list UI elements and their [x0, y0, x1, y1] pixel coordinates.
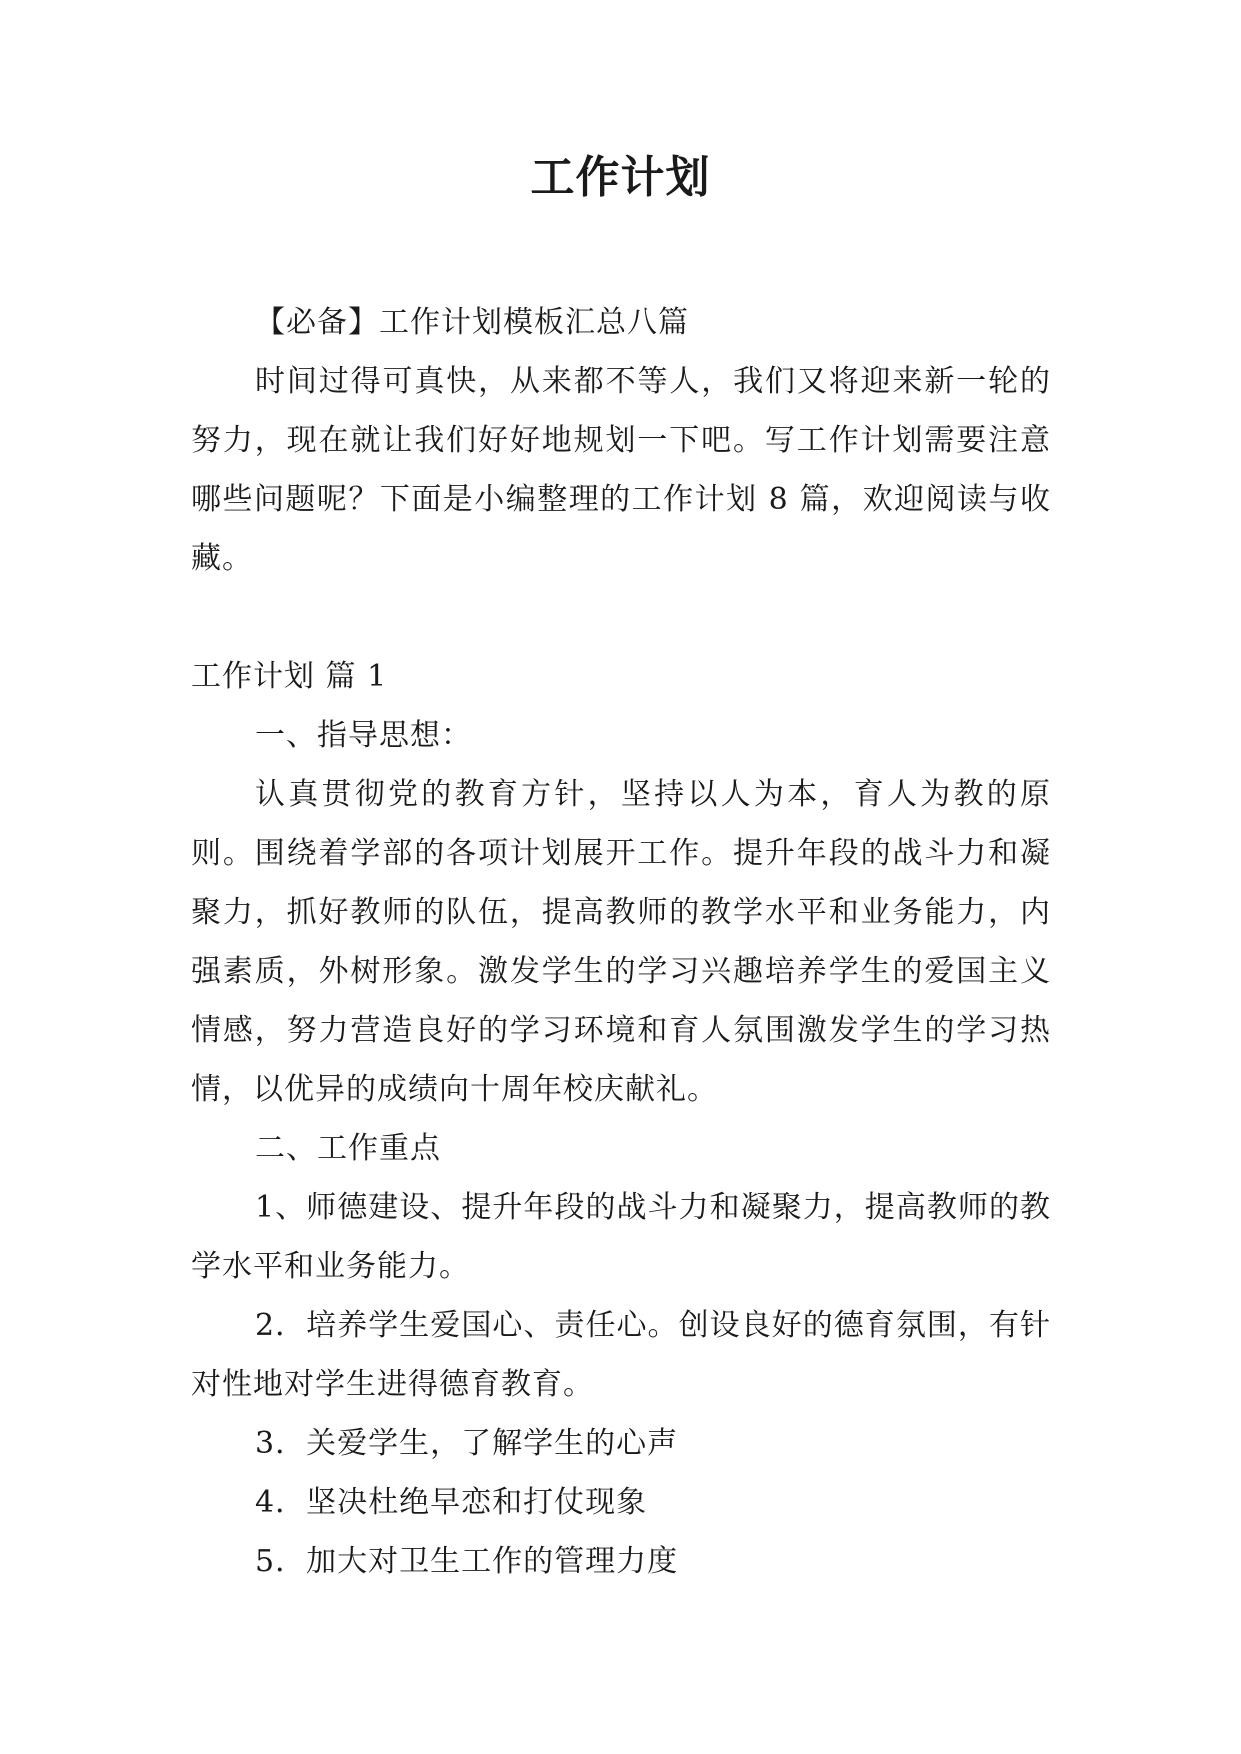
- document-body: [191, 293, 1051, 1591]
- paragraph: 二、工作重点: [255, 1131, 441, 1166]
- list-item: 4．坚决杜绝早恋和打仗现象: [255, 1485, 648, 1520]
- list-item: 2．培养学生爱国心、责任心。创设良好的德育氛围，有针对性地对学生进得德育教育。: [191, 1308, 1051, 1402]
- paragraph: 【必备】工作计划模板汇总八篇: [255, 305, 689, 340]
- list-item: 3．关爱学生，了解学生的心声: [255, 1426, 679, 1461]
- list-item: 1、师德建设、提升年段的战斗力和凝聚力，提高教师的教学水平和业务能力。: [191, 1190, 1051, 1284]
- list-item: 5．加大对卫生工作的管理力度: [255, 1544, 679, 1579]
- document-title: 工作计划: [530, 152, 711, 203]
- section-heading: 工作计划 篇 1: [191, 659, 388, 694]
- paragraph: 认真贯彻党的教育方针，坚持以人为本，育人为教的原则。围绕着学部的各项计划展开工作。提升年段的战斗力和凝聚力，抓好教师的队伍，提高教师的教学水平和业务能力，内强素质，外树形象。激发学生的学习兴趣培养学生的爱国主义情感，努力营造良好的学习环境和育人氛围激发学生的学习热情，以优异的成绩向十周年校庆献礼。: [191, 777, 1051, 1107]
- paragraph: 一、指导思想：: [255, 718, 472, 753]
- paragraph: 时间过得可真快，从来都不等人，我们又将迎来新一轮的努力，现在就让我们好好地规划一下吧。写工作计划需要注意哪些问题呢？下面是小编整理的工作计划 8 篇，欢迎阅读与收藏。: [191, 364, 1051, 576]
